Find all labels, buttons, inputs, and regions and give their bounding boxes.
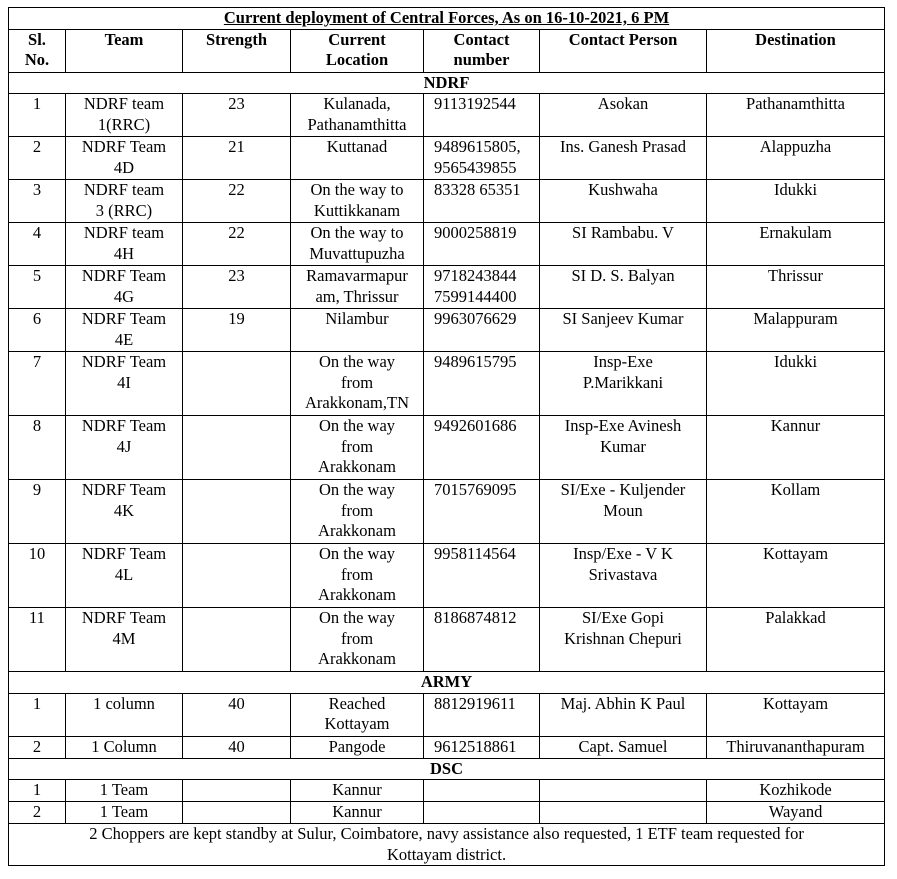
strength-cell: 19	[183, 309, 291, 352]
strength-cell	[183, 352, 291, 416]
contact-person-line-1: SI/Exe Gopi	[581, 608, 665, 627]
header-destination-line-1: Destination	[755, 29, 836, 49]
location-line-1: On the way	[318, 480, 396, 499]
header-person	[540, 29, 707, 72]
contact-number-cell	[424, 480, 540, 544]
team-line-1: 1 Column	[91, 736, 157, 756]
header-row	[9, 29, 885, 72]
strength-cell: 40	[183, 693, 291, 736]
strength-cell	[183, 480, 291, 544]
strength-cell: 23	[183, 266, 291, 309]
location-line-3: Arakkonam	[318, 521, 396, 540]
contact-person-cell	[540, 223, 707, 266]
team-line-2: 4H	[113, 243, 135, 263]
location-cell	[291, 309, 424, 352]
contact-number-line-1: 7015769095	[434, 480, 517, 499]
team-cell	[66, 416, 183, 480]
location-cell	[291, 608, 424, 672]
team-line-1: NDRF Team	[81, 608, 167, 627]
contact-person-line-1: Capt. Samuel	[578, 736, 668, 756]
contact-number-cell	[424, 544, 540, 608]
strength-cell: 21	[183, 137, 291, 180]
team-line-2: 4J	[116, 436, 132, 456]
table-title-text: Current deployment of Central Forces, As on 16-10-2021, 6 PM	[223, 8, 670, 27]
contact-person-line-1: Maj. Abhin K Paul	[560, 693, 686, 713]
location-cell	[291, 137, 424, 180]
contact-person-cell	[540, 480, 707, 544]
header-location	[291, 29, 424, 72]
sl-no-cell: 9	[9, 480, 66, 544]
contact-person-cell	[540, 309, 707, 352]
strength-cell	[183, 780, 291, 802]
contact-number-line-1: 8186874812	[434, 608, 517, 627]
contact-number-line-1: 9113192544	[434, 94, 516, 113]
table-row	[9, 693, 885, 736]
table-row	[9, 416, 885, 480]
strength-cell	[183, 802, 291, 824]
section-row-army	[9, 672, 885, 694]
location-line-1: Kulanada,	[323, 94, 391, 113]
destination-cell: Kottayam	[707, 544, 885, 608]
contact-person-cell	[540, 180, 707, 223]
destination-cell: Wayand	[707, 802, 885, 824]
location-line-1: On the way	[318, 544, 396, 563]
location-cell	[291, 480, 424, 544]
location-cell	[291, 416, 424, 480]
location-cell	[291, 352, 424, 416]
contact-person-cell	[540, 352, 707, 416]
destination-cell: Kottayam	[707, 693, 885, 736]
team-line-1: NDRF Team	[81, 480, 167, 499]
location-line-2: Pathanamthitta	[307, 114, 407, 134]
contact-number-cell	[424, 416, 540, 480]
contact-person-line-2: Srivastava	[588, 564, 658, 584]
section-heading-army: ARMY	[9, 672, 885, 694]
location-line-2: Kuttikkanam	[313, 200, 401, 220]
table-row	[9, 608, 885, 672]
location-line-1: On the way to	[310, 180, 404, 199]
location-line-1: Ramavarmapur	[306, 266, 408, 285]
destination-cell: Kollam	[707, 480, 885, 544]
contact-person-line-1: SI Sanjeev Kumar	[562, 309, 684, 328]
title-row	[9, 8, 885, 30]
team-line-2: 4E	[114, 329, 134, 349]
destination-cell: Pathanamthitta	[707, 94, 885, 137]
team-line-2: 4L	[114, 564, 134, 584]
location-cell	[291, 223, 424, 266]
destination-cell: Ernakulam	[707, 223, 885, 266]
contact-person-cell	[540, 266, 707, 309]
strength-cell	[183, 416, 291, 480]
sl-no-cell: 6	[9, 309, 66, 352]
contact-number-line-2: 7599144400	[434, 286, 517, 306]
location-line-2: Kottayam	[324, 714, 390, 733]
sl-no-cell: 1	[9, 780, 66, 802]
location-cell	[291, 780, 424, 802]
location-line-2: from	[340, 564, 374, 584]
team-line-1: NDRF Team	[81, 416, 167, 435]
destination-cell: Thiruvananthapuram	[707, 736, 885, 758]
location-line-1: Reached	[328, 693, 386, 713]
strength-cell	[183, 544, 291, 608]
contact-person-cell	[540, 693, 707, 736]
team-cell	[66, 544, 183, 608]
strength-cell: 40	[183, 736, 291, 758]
contact-number-line-1: 9718243844	[434, 266, 517, 285]
location-line-1: On the way	[318, 352, 396, 371]
contact-number-cell	[424, 94, 540, 137]
header-contact-line-1: Contact	[453, 29, 510, 49]
strength-cell: 22	[183, 180, 291, 223]
header-location-line-2: Location	[325, 50, 389, 69]
contact-person-cell	[540, 802, 707, 824]
table-row	[9, 802, 885, 824]
contact-person-line-1: Kushwaha	[588, 180, 658, 199]
destination-cell: Kannur	[707, 416, 885, 480]
contact-person-cell	[540, 416, 707, 480]
contact-person-cell	[540, 544, 707, 608]
team-line-1: NDRF Team	[81, 309, 167, 328]
contact-number-line-1: 9489615805,	[434, 137, 521, 156]
location-line-2: am, Thrissur	[315, 286, 399, 306]
contact-number-line-1: 9492601686	[434, 416, 517, 435]
contact-person-line-2: Krishnan Chepuri	[564, 628, 682, 648]
header-sl-line-1: Sl.	[28, 29, 46, 49]
location-line-3: Arakkonam	[318, 649, 396, 668]
location-line-1: On the way to	[310, 223, 404, 242]
sl-no-cell: 8	[9, 416, 66, 480]
sl-no-cell: 5	[9, 266, 66, 309]
contact-number-cell	[424, 693, 540, 736]
contact-person-cell	[540, 608, 707, 672]
location-line-2: from	[340, 436, 374, 456]
contact-person-line-1: SI/Exe - Kuljender	[560, 480, 686, 499]
sl-no-cell: 1	[9, 94, 66, 137]
footer-note	[9, 824, 885, 866]
contact-number-line-1: 8812919611	[434, 693, 516, 713]
location-line-1: Kuttanad	[326, 137, 388, 156]
team-line-1: NDRF Team	[81, 266, 167, 285]
table-row	[9, 736, 885, 758]
team-line-1: NDRF Team	[81, 137, 167, 156]
team-line-2: 3 (RRC)	[95, 200, 153, 220]
contact-number-cell	[424, 266, 540, 309]
team-line-1: NDRF team	[83, 223, 165, 242]
table-row	[9, 94, 885, 137]
destination-cell: Kozhikode	[707, 780, 885, 802]
table-row	[9, 780, 885, 802]
table-row	[9, 309, 885, 352]
contact-person-line-2: P.Marikkani	[582, 372, 664, 392]
header-location-line-1: Current	[328, 29, 386, 49]
team-line-1: 1 Team	[99, 780, 149, 799]
table-body	[9, 72, 885, 824]
strength-cell: 22	[183, 223, 291, 266]
sl-no-cell: 7	[9, 352, 66, 416]
team-line-2: 4I	[117, 372, 131, 392]
location-line-2: from	[340, 628, 374, 648]
contact-person-line-2: Kumar	[600, 436, 646, 456]
team-line-1: 1 column	[93, 693, 155, 713]
team-cell	[66, 266, 183, 309]
contact-person-line-1: Insp/Exe - V K	[573, 544, 673, 563]
destination-cell: Idukki	[707, 352, 885, 416]
location-line-2: from	[340, 500, 374, 520]
header-person-line-1: Contact Person	[568, 29, 678, 49]
contact-person-line-1: Insp-Exe	[593, 352, 653, 371]
header-contact	[424, 29, 540, 72]
sl-no-cell: 2	[9, 137, 66, 180]
team-line-1: NDRF team	[83, 180, 165, 199]
table-row	[9, 137, 885, 180]
team-line-1: NDRF team	[83, 94, 165, 113]
strength-cell: 23	[183, 94, 291, 137]
location-line-1: On the way	[318, 608, 396, 627]
contact-person-line-1: Ins. Ganesh Prasad	[559, 137, 686, 156]
team-cell	[66, 693, 183, 736]
table-row	[9, 352, 885, 416]
contact-person-cell	[540, 137, 707, 180]
location-line-1: Kannur	[332, 802, 382, 821]
contact-number-line-1: 83328 65351	[434, 180, 521, 199]
sl-no-cell: 3	[9, 180, 66, 223]
team-cell	[66, 309, 183, 352]
section-heading-dsc: DSC	[9, 758, 885, 780]
location-cell	[291, 802, 424, 824]
location-cell	[291, 693, 424, 736]
team-cell	[66, 780, 183, 802]
contact-person-line-1: Asokan	[597, 94, 649, 113]
team-cell	[66, 223, 183, 266]
team-cell	[66, 137, 183, 180]
contact-person-line-1: SI Rambabu. V	[572, 223, 674, 242]
sl-no-cell: 4	[9, 223, 66, 266]
table-row	[9, 180, 885, 223]
header-strength-line-1: Strength	[205, 29, 268, 49]
contact-number-cell	[424, 780, 540, 802]
contact-number-cell	[424, 137, 540, 180]
location-line-1: On the way	[318, 416, 396, 435]
location-line-2: from	[340, 372, 374, 392]
header-destination	[707, 29, 885, 72]
contact-number-line-1: 9000258819	[434, 223, 517, 242]
contact-number-cell	[424, 223, 540, 266]
team-cell	[66, 352, 183, 416]
location-cell	[291, 180, 424, 223]
destination-cell: Thrissur	[707, 266, 885, 309]
destination-cell: Malappuram	[707, 309, 885, 352]
header-sl	[9, 29, 66, 72]
location-cell	[291, 94, 424, 137]
contact-number-cell	[424, 309, 540, 352]
contact-number-cell	[424, 736, 540, 758]
deployment-table	[8, 7, 885, 866]
header-sl-line-2: No.	[24, 50, 50, 69]
contact-person-line-1: SI D. S. Balyan	[571, 266, 675, 285]
contact-number-cell	[424, 802, 540, 824]
contact-number-line-1: 9958114564	[434, 544, 516, 563]
table-row	[9, 266, 885, 309]
contact-person-line-1: Insp-Exe Avinesh	[564, 416, 682, 435]
location-line-1: Nilambur	[325, 309, 389, 328]
team-line-2: 4M	[112, 628, 136, 648]
location-cell	[291, 266, 424, 309]
location-cell	[291, 544, 424, 608]
sl-no-cell: 2	[9, 802, 66, 824]
footer-note-line-1: 2 Choppers are kept standby at Sulur, Coimbatore, navy assistance also requested, 1 ETF team requested for	[89, 824, 804, 843]
team-cell	[66, 180, 183, 223]
location-line-1: Pangode	[328, 736, 386, 756]
location-cell	[291, 736, 424, 758]
contact-person-line-2: Moun	[603, 500, 643, 520]
footer-note-line-2: Kottayam district.	[386, 844, 507, 864]
team-line-1: NDRF Team	[81, 544, 167, 563]
table-row	[9, 544, 885, 608]
footer-row	[9, 824, 885, 866]
contact-number-cell	[424, 608, 540, 672]
section-heading-ndrf: NDRF	[9, 72, 885, 94]
contact-person-cell	[540, 780, 707, 802]
contact-number-line-1: 9612518861	[434, 736, 517, 756]
header-team	[66, 29, 183, 72]
sl-no-cell: 1	[9, 693, 66, 736]
destination-cell: Idukki	[707, 180, 885, 223]
team-line-1: NDRF Team	[81, 352, 167, 371]
destination-cell: Palakkad	[707, 608, 885, 672]
table-title	[9, 8, 885, 30]
location-line-1: Kannur	[332, 780, 382, 799]
team-cell	[66, 608, 183, 672]
team-line-2: 4G	[113, 286, 135, 306]
section-row-ndrf	[9, 72, 885, 94]
team-cell	[66, 94, 183, 137]
team-line-2: 4K	[113, 500, 135, 520]
contact-number-line-1: 9489615795	[434, 352, 517, 371]
contact-number-cell	[424, 180, 540, 223]
sl-no-cell: 2	[9, 736, 66, 758]
header-contact-line-2: number	[453, 50, 510, 69]
team-cell	[66, 480, 183, 544]
table-row	[9, 223, 885, 266]
contact-person-cell	[540, 736, 707, 758]
header-team-line-1: Team	[104, 29, 144, 49]
team-line-1: 1 Team	[99, 802, 149, 821]
sl-no-cell: 10	[9, 544, 66, 608]
contact-number-cell	[424, 352, 540, 416]
contact-number-line-2: 9565439855	[434, 157, 517, 177]
location-line-3: Arakkonam	[318, 585, 396, 604]
team-cell	[66, 802, 183, 824]
location-line-3: Arakkonam,TN	[304, 393, 409, 412]
team-line-2: 1(RRC)	[97, 114, 151, 134]
contact-number-line-1: 9963076629	[434, 309, 517, 328]
section-row-dsc	[9, 758, 885, 780]
team-cell	[66, 736, 183, 758]
contact-person-cell	[540, 94, 707, 137]
location-line-2: Muvattupuzha	[309, 243, 405, 263]
strength-cell	[183, 608, 291, 672]
destination-cell: Alappuzha	[707, 137, 885, 180]
table-row	[9, 480, 885, 544]
sl-no-cell: 11	[9, 608, 66, 672]
team-line-2: 4D	[113, 157, 135, 177]
header-strength	[183, 29, 291, 72]
location-line-3: Arakkonam	[318, 457, 396, 476]
